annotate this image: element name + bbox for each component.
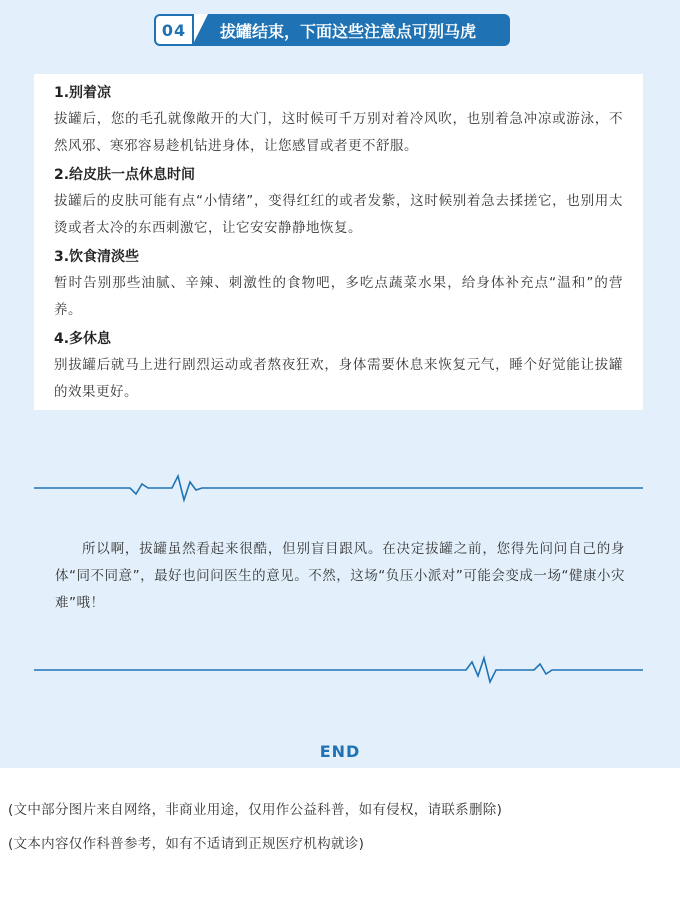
disclaimer-note: (文中部分图片来自网络，非商业用途，仅用作公益科普，如有侵权，请联系删除) xyxy=(8,802,503,818)
tip-body: 拔罐后，您的毛孔就像敞开的大门，这时候可千万别对着冷风吹，也别着急冲凉或游泳，不然风邪、寒邪容易趁机钻进身体，让您感冒或者更不舒服。 xyxy=(54,111,623,154)
tip-title: 1.别着凉 xyxy=(54,85,112,101)
heartbeat-divider-bottom xyxy=(34,650,643,690)
tip-body: 别拔罐后就马上进行剧烈运动或者熬夜狂欢，身体需要休息来恢复元气，睡个好觉能让拔罐的效果更好。 xyxy=(54,357,623,400)
section-title xyxy=(194,14,510,46)
summary-paragraph: 所以啊，拔罐虽然看起来很酷，但别盲目跟风。在决定拔罐之前，您得先问问自己的身体“同不同意”，最好也问问医生的意见。不然，这场“负压小派对”可能会变成一场“健康小灾难”哦！ xyxy=(55,541,625,611)
section-number: 04 xyxy=(154,14,194,46)
heartbeat-divider-top xyxy=(34,468,643,508)
tip-body: 暂时告别那些油腻、辛辣、刺激性的食物吧，多吃点蔬菜水果，给身体补充点“温和”的营养。 xyxy=(54,275,623,318)
tip-title: 2.给皮肤一点休息时间 xyxy=(54,167,196,183)
tip-title: 4.多休息 xyxy=(54,331,112,347)
end-label: END xyxy=(319,742,361,761)
disclaimer-note: (文本内容仅作科普参考，如有不适请到正规医疗机构就诊) xyxy=(8,836,365,852)
section-header xyxy=(154,14,510,46)
tip-title: 3.饮食清淡些 xyxy=(54,249,140,265)
tip-body: 拔罐后的皮肤可能有点“小情绪”，变得红红的或者发紫，这时候别着急去揉搓它，也别用太烫或者太冷的东西刺激它，让它安安静静地恢复。 xyxy=(54,193,623,236)
section-title-text: 拔罐结束，下面这些注意点可别马虎 xyxy=(220,21,477,41)
tips-card xyxy=(34,74,643,410)
